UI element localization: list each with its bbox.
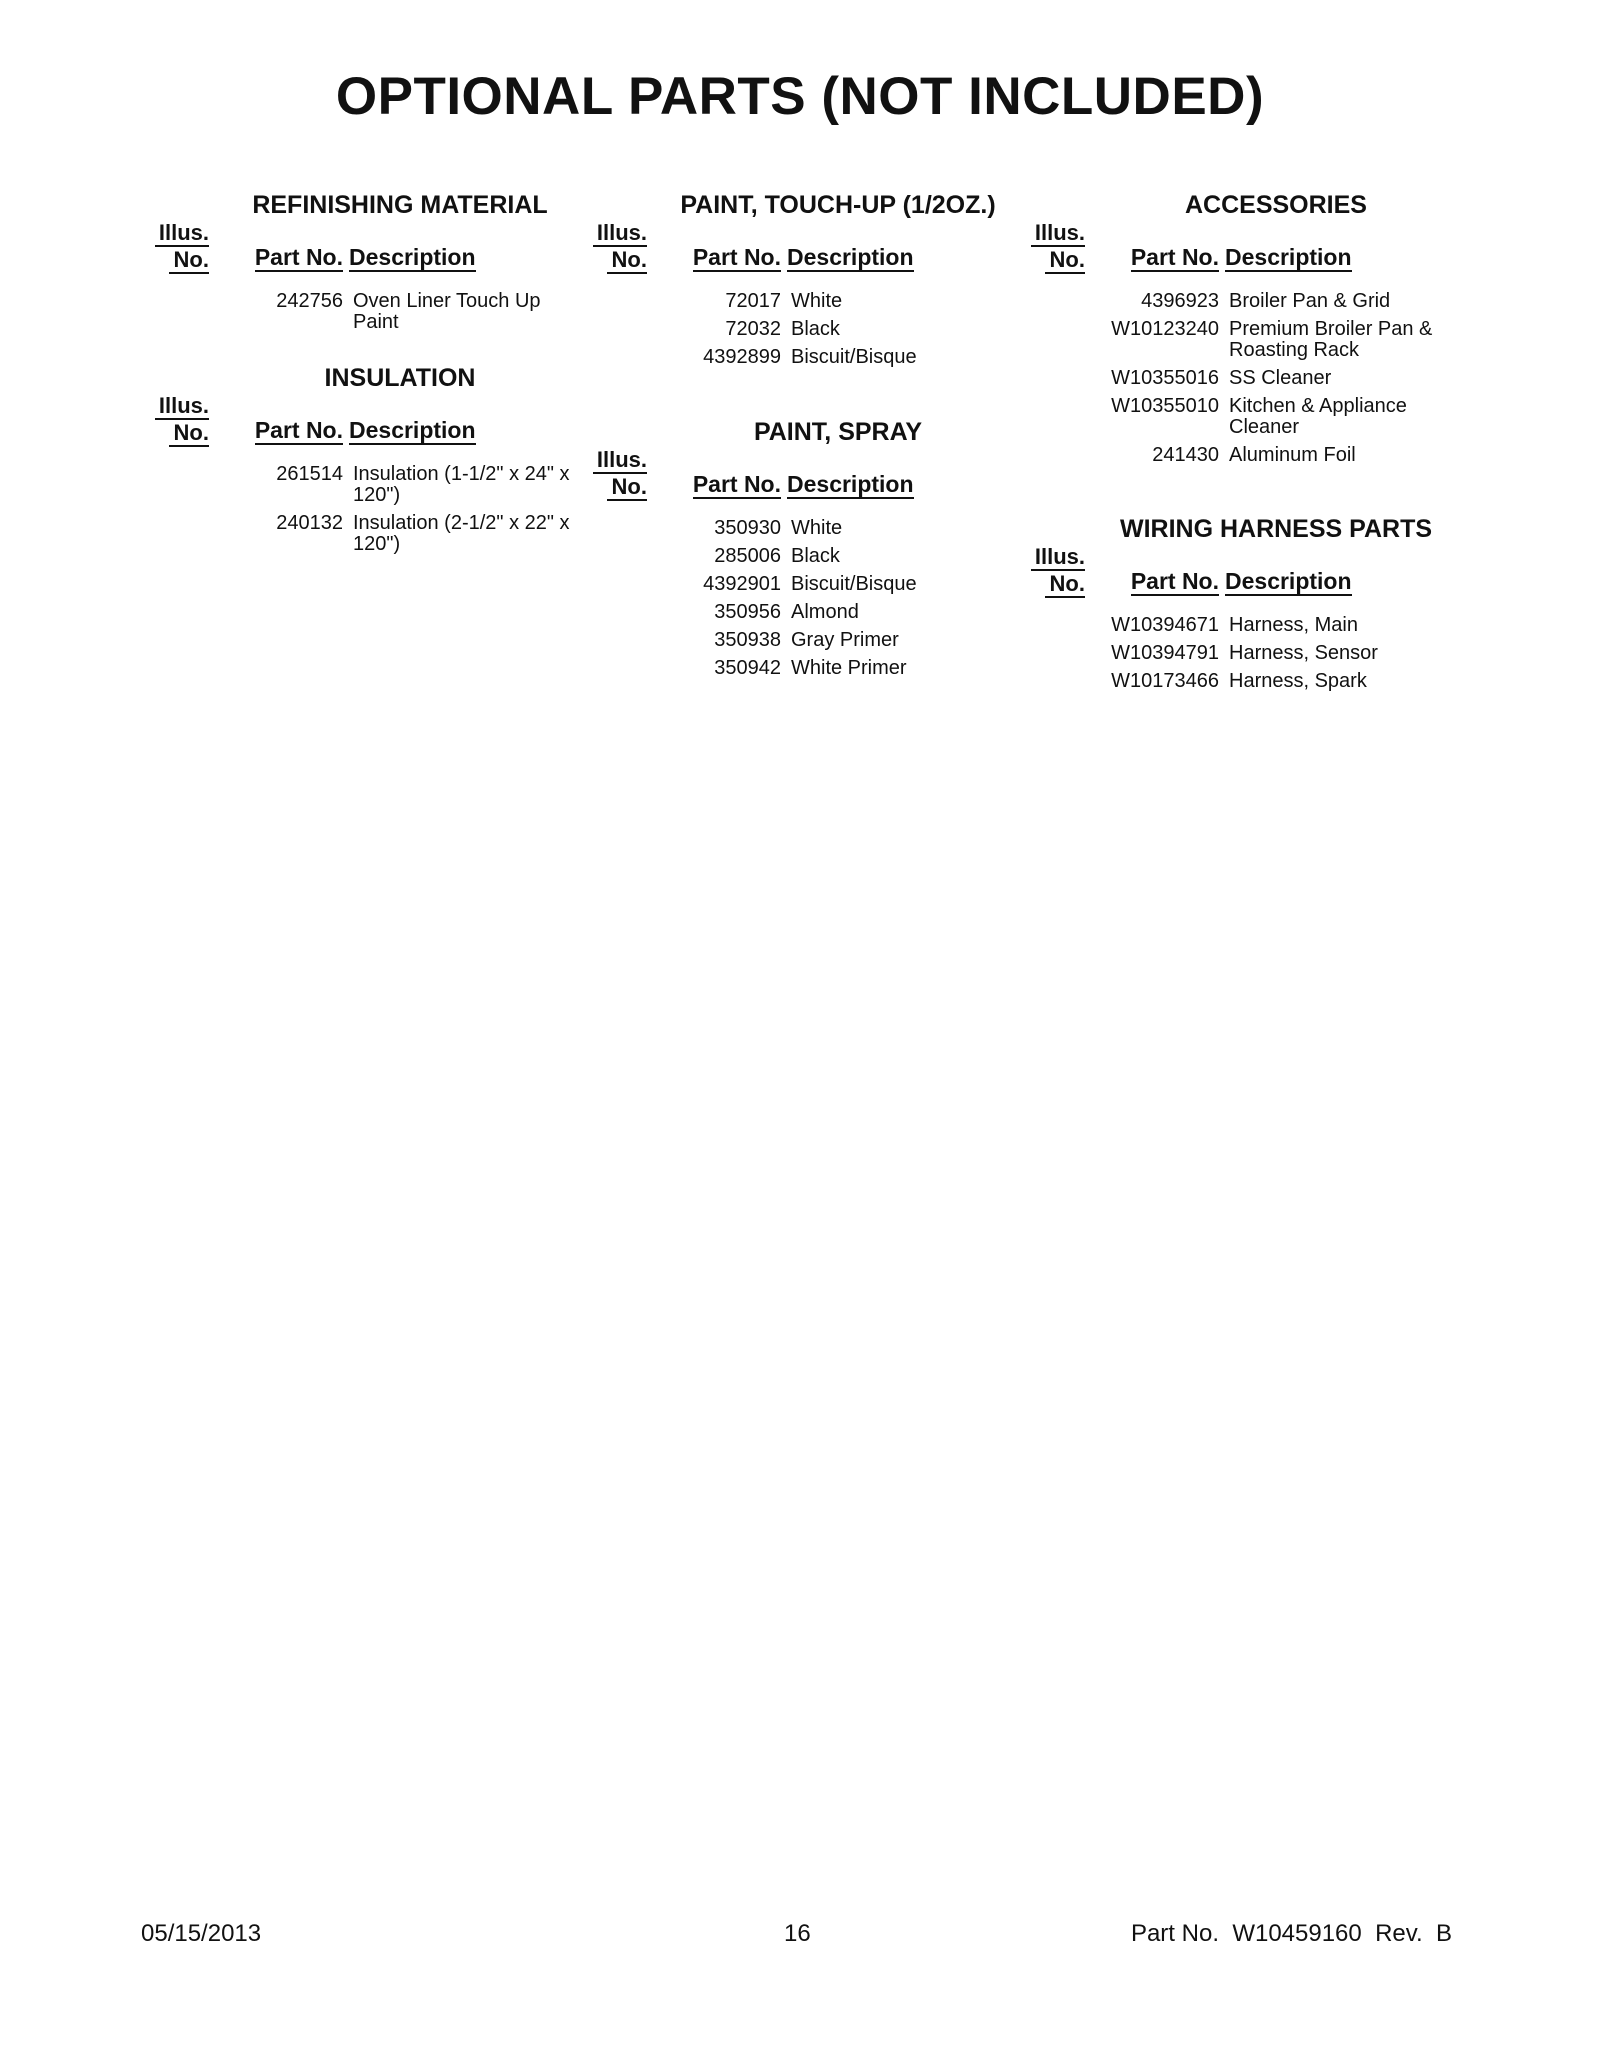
illus-header-line2: No. [169, 247, 209, 274]
section-paint-spray [593, 417, 1023, 686]
part-description: Harness, Main [1229, 614, 1358, 636]
part-description: Black [791, 318, 840, 340]
part-number: 4392901 [703, 573, 781, 595]
section-title: ACCESSORIES [1185, 191, 1367, 219]
parts-list [1031, 600, 1461, 692]
footer-part-number: Part No. W10459160 Rev. B [1130, 1920, 1452, 1947]
parts-list [155, 449, 585, 555]
description-header: Description [1225, 568, 1352, 594]
illus-header-line1: Illus. [593, 447, 647, 474]
part-number: 350938 [714, 629, 781, 651]
part-description: Almond [791, 601, 859, 623]
illus-header-line1: Illus. [1031, 220, 1085, 247]
part-row [593, 630, 1023, 651]
part-no-header: Part No. [692, 244, 781, 270]
section-title: PAINT, TOUCH-UP (1/2OZ.) [680, 191, 996, 219]
part-number: 242756 [276, 290, 343, 312]
illus-no-header [155, 220, 209, 274]
section-insulation [155, 363, 585, 562]
part-no-header: Part No. [1130, 568, 1219, 594]
illus-no-header [593, 220, 647, 274]
part-row [593, 574, 1023, 595]
illus-header-line1: Illus. [593, 220, 647, 247]
footer-page-number: 16 [784, 1920, 811, 1947]
part-row [1031, 445, 1461, 466]
part-description: Black [791, 545, 840, 567]
description-header: Description [787, 471, 914, 497]
footer-date: 05/15/2013 [141, 1920, 262, 1947]
part-row [593, 658, 1023, 679]
part-number: 350942 [714, 657, 781, 679]
part-description: Harness, Spark [1229, 670, 1367, 692]
part-number: 4396923 [1141, 290, 1219, 312]
part-row [593, 291, 1023, 312]
part-description: Premium Broiler Pan & Roasting Rack [1229, 318, 1433, 361]
part-row [1031, 615, 1461, 636]
illus-header-line2: No. [169, 420, 209, 447]
column-header [155, 393, 585, 449]
part-row [593, 546, 1023, 567]
description-header: Description [1225, 244, 1352, 270]
part-description: Broiler Pan & Grid [1229, 290, 1391, 312]
illus-no-header [1031, 220, 1085, 274]
part-no-header: Part No. [254, 244, 343, 270]
illus-no-header [593, 447, 647, 501]
part-description: Biscuit/Bisque [791, 346, 917, 368]
part-description: Biscuit/Bisque [791, 573, 917, 595]
part-no-header: Part No. [1130, 244, 1219, 270]
part-row [1031, 319, 1461, 361]
description-header: Description [349, 244, 476, 270]
section-title: WIRING HARNESS PARTS [1119, 515, 1433, 543]
illus-header-line2: No. [1045, 247, 1085, 274]
column-header [593, 447, 1023, 503]
section-paint-touch-up [593, 190, 1023, 375]
part-number: 241430 [1152, 444, 1219, 466]
illus-header-line2: No. [607, 474, 647, 501]
column-header [593, 220, 1023, 276]
illus-header-line1: Illus. [155, 393, 209, 420]
part-number: 4392899 [703, 346, 781, 368]
part-number: 240132 [276, 512, 343, 534]
part-number: W10394671 [1111, 614, 1219, 636]
parts-list [155, 276, 585, 333]
part-number: 72032 [725, 318, 781, 340]
part-number: W10355016 [1111, 367, 1219, 389]
illus-no-header [1031, 544, 1085, 598]
description-header: Description [349, 417, 476, 443]
part-description: Aluminum Foil [1229, 444, 1356, 466]
section-title: REFINISHING MATERIAL [252, 191, 548, 219]
part-row [593, 319, 1023, 340]
page-title: OPTIONAL PARTS (NOT INCLUDED) [335, 67, 1265, 126]
part-description: Oven Liner Touch Up Paint [353, 290, 541, 333]
part-row [155, 291, 585, 333]
part-description: Insulation (1-1/2" x 24" x 120") [353, 463, 570, 506]
part-row [1031, 368, 1461, 389]
section-title: PAINT, SPRAY [753, 418, 923, 446]
description-header: Description [787, 244, 914, 270]
section-title: INSULATION [324, 364, 476, 392]
parts-list [593, 503, 1023, 679]
part-no-header: Part No. [254, 417, 343, 443]
part-number: W10173466 [1111, 670, 1219, 692]
part-row [1031, 396, 1461, 438]
illus-header-line2: No. [607, 247, 647, 274]
part-number: W10394791 [1111, 642, 1219, 664]
part-number: W10355010 [1111, 395, 1219, 417]
part-description: SS Cleaner [1229, 367, 1332, 389]
part-number: 72017 [725, 290, 781, 312]
section-accessories [1031, 190, 1461, 473]
column-header [155, 220, 585, 276]
part-row [593, 347, 1023, 368]
part-row [593, 602, 1023, 623]
part-row [1031, 291, 1461, 312]
part-row [1031, 643, 1461, 664]
section-refinishing-material [155, 190, 585, 340]
part-description: White Primer [791, 657, 907, 679]
part-number: 350930 [714, 517, 781, 539]
part-number: 285006 [714, 545, 781, 567]
part-number: 350956 [714, 601, 781, 623]
part-number: W10123240 [1111, 318, 1219, 340]
section-wiring-harness-parts [1031, 514, 1461, 699]
part-no-header: Part No. [692, 471, 781, 497]
part-description: Kitchen & Appliance Cleaner [1229, 395, 1407, 438]
part-row [1031, 671, 1461, 692]
parts-list [1031, 276, 1461, 466]
illus-no-header [155, 393, 209, 447]
part-description: Insulation (2-1/2" x 22" x 120") [353, 512, 570, 555]
column-header [1031, 544, 1461, 600]
parts-list [593, 276, 1023, 368]
part-description: Gray Primer [791, 629, 899, 651]
illus-header-line2: No. [1045, 571, 1085, 598]
illus-header-line1: Illus. [1031, 544, 1085, 571]
part-number: 261514 [276, 463, 343, 485]
part-row [593, 518, 1023, 539]
part-description: White [791, 290, 843, 312]
column-header [1031, 220, 1461, 276]
part-row [155, 464, 585, 506]
part-row [155, 513, 585, 555]
illus-header-line1: Illus. [155, 220, 209, 247]
part-description: White [791, 517, 843, 539]
part-description: Harness, Sensor [1229, 642, 1378, 664]
